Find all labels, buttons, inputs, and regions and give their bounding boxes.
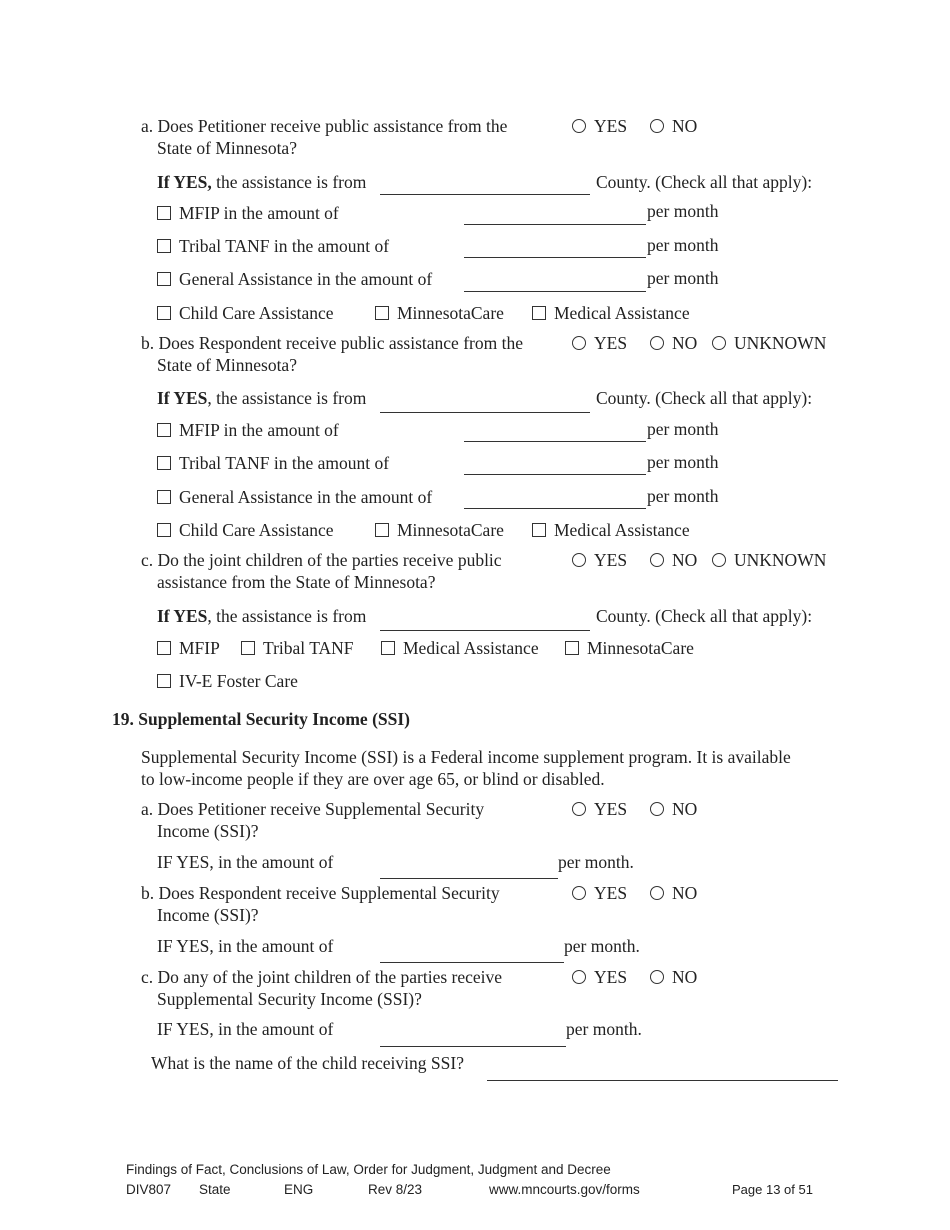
radio-icon [572, 119, 586, 133]
ssi-b-no-radio[interactable]: NO [650, 882, 697, 904]
pa-a-ma-checkbox[interactable]: Medical Assistance [532, 302, 690, 324]
radio-icon [650, 802, 664, 816]
footer-revision: Rev 8/23 [368, 1182, 423, 1197]
pa-a-mfip-checkbox[interactable]: MFIP in the amount of [157, 202, 339, 224]
radio-icon [572, 886, 586, 900]
footer-url[interactable]: www.mncourts.gov/forms [489, 1182, 640, 1197]
per-month-label: per month [647, 419, 719, 439]
pa-b-unknown-radio[interactable]: UNKNOWN [712, 332, 826, 354]
ssi-a-amount-label: IF YES, in the amount of [157, 852, 334, 872]
ssi-a-question-line1: a. Does Petitioner receive Supplemental Security [141, 799, 485, 819]
checkbox-icon [532, 306, 546, 320]
ssi-c-question-line2: Supplemental Security Income (SSI)? [157, 989, 422, 1009]
ssi-c-yes-radio[interactable]: YES [572, 966, 627, 988]
ssi-child-name-field[interactable] [487, 1080, 838, 1081]
pa-a-tanf-checkbox[interactable]: Tribal TANF in the amount of [157, 235, 389, 257]
pa-a-county-label: County. (Check all that apply): [596, 172, 813, 192]
pa-a-yes-radio[interactable]: YES [572, 115, 627, 137]
radio-icon [650, 336, 664, 350]
pa-b-cca-checkbox[interactable]: Child Care Assistance [157, 519, 334, 541]
ssi-b-amount-field[interactable] [380, 962, 564, 963]
radio-icon [650, 119, 664, 133]
ssi-a-amount-field[interactable] [380, 878, 558, 879]
pa-b-question-line1: b. Does Respondent receive public assistance from the [141, 333, 523, 353]
pa-a-question-line1: a. Does Petitioner receive public assistance from the [141, 116, 508, 136]
pa-a-ga-checkbox[interactable]: General Assistance in the amount of [157, 268, 432, 290]
pa-c-foster-checkbox[interactable]: IV-E Foster Care [157, 670, 298, 692]
pa-c-if-yes-label: If YES, the assistance is from [157, 606, 367, 626]
ssi-c-no-radio[interactable]: NO [650, 966, 697, 988]
pa-a-question-line2: State of Minnesota? [157, 138, 297, 158]
pa-c-question-line2: assistance from the State of Minnesota? [157, 572, 436, 592]
pa-a-cca-checkbox[interactable]: Child Care Assistance [157, 302, 334, 324]
checkbox-icon [157, 523, 171, 537]
pa-c-yes-radio[interactable]: YES [572, 549, 627, 571]
ssi-b-question-line1: b. Does Respondent receive Supplemental Security [141, 883, 500, 903]
pa-c-ma-checkbox[interactable]: Medical Assistance [381, 637, 539, 659]
pa-b-tanf-checkbox[interactable]: Tribal TANF in the amount of [157, 452, 389, 474]
per-month-label: per month. [558, 852, 634, 872]
footer-state: State [199, 1182, 231, 1197]
pa-b-county-label: County. (Check all that apply): [596, 388, 813, 408]
ssi-c-amount-field[interactable] [380, 1046, 566, 1047]
per-month-label: per month [647, 235, 719, 255]
pa-b-mfip-amount-field[interactable] [464, 441, 646, 442]
pa-c-mfip-checkbox[interactable]: MFIP [157, 637, 220, 659]
ssi-intro-line1: Supplemental Security Income (SSI) is a Federal income supplement program. It is available [141, 747, 791, 767]
ssi-heading: 19. Supplemental Security Income (SSI) [112, 709, 410, 729]
checkbox-icon [157, 306, 171, 320]
pa-b-mncare-checkbox[interactable]: MinnesotaCare [375, 519, 504, 541]
checkbox-icon [157, 490, 171, 504]
per-month-label: per month [647, 452, 719, 472]
footer-language: ENG [284, 1182, 314, 1197]
pa-a-tanf-amount-field[interactable] [464, 257, 646, 258]
footer-form-number: DIV807 [126, 1182, 172, 1197]
checkbox-icon [381, 641, 395, 655]
pa-b-ga-checkbox[interactable]: General Assistance in the amount of [157, 486, 432, 508]
ssi-c-question-line1: c. Do any of the joint children of the parties receive [141, 967, 503, 987]
pa-a-ga-amount-field[interactable] [464, 291, 646, 292]
radio-icon [650, 970, 664, 984]
pa-b-if-yes-label: If YES, the assistance is from [157, 388, 367, 408]
pa-c-no-radio[interactable]: NO [650, 549, 697, 571]
per-month-label: per month [647, 201, 719, 221]
pa-a-if-yes-label: If YES, the assistance is from [157, 172, 367, 192]
radio-icon [650, 886, 664, 900]
checkbox-icon [157, 456, 171, 470]
pa-b-ga-amount-field[interactable] [464, 508, 646, 509]
ssi-a-no-radio[interactable]: NO [650, 798, 697, 820]
ssi-b-question-line2: Income (SSI)? [157, 905, 259, 925]
pa-b-ma-checkbox[interactable]: Medical Assistance [532, 519, 690, 541]
pa-a-county-field[interactable] [380, 194, 590, 195]
pa-b-county-field[interactable] [380, 412, 590, 413]
footer-page-number: Page 13 of 51 [732, 1182, 813, 1197]
pa-a-no-radio[interactable]: NO [650, 115, 697, 137]
pa-a-mncare-checkbox[interactable]: MinnesotaCare [375, 302, 504, 324]
ssi-a-yes-radio[interactable]: YES [572, 798, 627, 820]
pa-c-mncare-checkbox[interactable]: MinnesotaCare [565, 637, 694, 659]
ssi-a-question-line2: Income (SSI)? [157, 821, 259, 841]
per-month-label: per month. [566, 1019, 642, 1039]
pa-c-tanf-checkbox[interactable]: Tribal TANF [241, 637, 354, 659]
ssi-intro-line2: to low-income people if they are over age 65, or blind or disabled. [141, 769, 605, 789]
pa-b-no-radio[interactable]: NO [650, 332, 697, 354]
radio-icon [572, 970, 586, 984]
checkbox-icon [157, 674, 171, 688]
checkbox-icon [565, 641, 579, 655]
checkbox-icon [375, 523, 389, 537]
per-month-label: per month. [564, 936, 640, 956]
checkbox-icon [532, 523, 546, 537]
checkbox-icon [375, 306, 389, 320]
pa-b-question-line2: State of Minnesota? [157, 355, 297, 375]
ssi-child-name-label: What is the name of the child receiving SSI? [151, 1053, 464, 1073]
ssi-c-amount-label: IF YES, in the amount of [157, 1019, 334, 1039]
ssi-b-amount-label: IF YES, in the amount of [157, 936, 334, 956]
pa-c-question-line1: c. Do the joint children of the parties receive public [141, 550, 502, 570]
checkbox-icon [157, 206, 171, 220]
per-month-label: per month [647, 268, 719, 288]
ssi-b-yes-radio[interactable]: YES [572, 882, 627, 904]
pa-c-county-field[interactable] [380, 630, 590, 631]
per-month-label: per month [647, 486, 719, 506]
radio-icon [712, 553, 726, 567]
radio-icon [572, 802, 586, 816]
radio-icon [650, 553, 664, 567]
footer-title: Findings of Fact, Conclusions of Law, Order for Judgment, Judgment and Decree [126, 1162, 611, 1177]
pa-a-mfip-amount-field[interactable] [464, 224, 646, 225]
radio-icon [712, 336, 726, 350]
checkbox-icon [157, 272, 171, 286]
pa-c-unknown-radio[interactable]: UNKNOWN [712, 549, 826, 571]
checkbox-icon [241, 641, 255, 655]
radio-icon [572, 553, 586, 567]
radio-icon [572, 336, 586, 350]
checkbox-icon [157, 423, 171, 437]
checkbox-icon [157, 641, 171, 655]
pa-c-county-label: County. (Check all that apply): [596, 606, 813, 626]
pa-b-tanf-amount-field[interactable] [464, 474, 646, 475]
pa-b-mfip-checkbox[interactable]: MFIP in the amount of [157, 419, 339, 441]
checkbox-icon [157, 239, 171, 253]
pa-b-yes-radio[interactable]: YES [572, 332, 627, 354]
